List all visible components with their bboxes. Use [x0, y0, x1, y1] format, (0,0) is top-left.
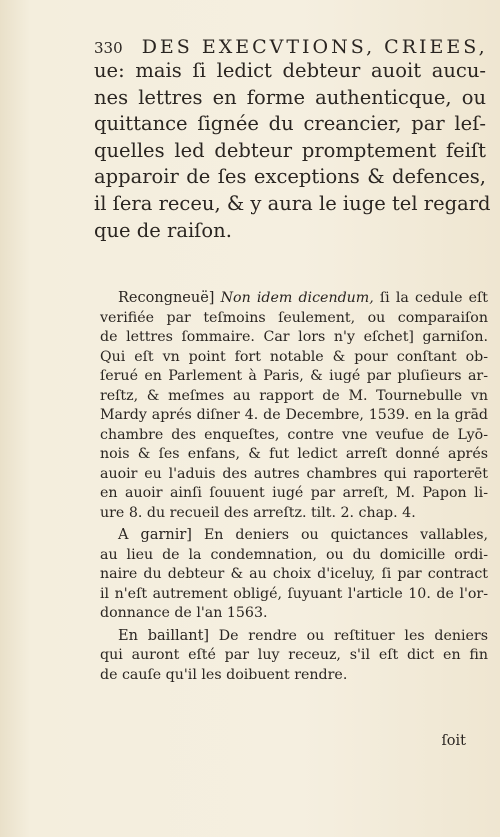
note-line: en auoir ainſi ſouuent iugé par arreſt, M. Papon li- — [100, 485, 488, 501]
note-line: donnance de l'an 1563. — [100, 605, 268, 621]
commentary-notes — [100, 289, 488, 688]
main-text-line: quittance ſignée du creancier, par leſ- — [94, 112, 486, 136]
main-text-line: quelles led debteur promptement feiſt — [94, 138, 486, 162]
note-line: reſtz, & meſmes au rapport de M. Tournebulle vn — [100, 387, 488, 404]
note-line: de lettres ſommaire. Car lors n'y eſchet] garniſon. — [100, 329, 488, 345]
note-line: nois & ſes enfans, & fut ledict arreſt donné aprés — [100, 446, 488, 462]
main-text-line: ue: mais ſi ledict debteur auoit aucu- — [94, 59, 486, 82]
note-line: Mardy aprés diſner 4. de Decembre, 1539. en la grād — [100, 407, 488, 423]
note-paragraph — [100, 289, 488, 523]
note-paragraph — [100, 627, 488, 686]
note-line: qui auront eſté par luy receuz, s'il eſt dict en fin — [100, 647, 488, 663]
note-line: De rendre ou reſtituer les deniers — [218, 627, 488, 644]
note-paragraph — [100, 526, 488, 624]
note-line: verifiée par teſmoins ſeulement, ou comparaiſon — [100, 309, 488, 326]
main-text-line: nes lettres en forme authenticque, ou — [94, 85, 486, 109]
note-line: il n'eſt autrement obligé, ſuyuant l'article 10. de l'or- — [100, 585, 488, 602]
main-text-line: il ſera receu, & y aura le iuge tel regard — [94, 191, 491, 215]
note-line: naire du debteur & au choix d'iceluy, ſi par contract — [100, 566, 488, 582]
main-text-line: que de raiſon. — [94, 218, 232, 242]
note-lemma: A garnir] — [118, 527, 192, 543]
note-line: En deniers ou quictances vallables, — [203, 527, 488, 543]
page-number: 330 — [94, 39, 123, 57]
note-line: de cauſe qu'il les doibuent rendre. — [100, 666, 348, 683]
catchword: ſoit — [441, 733, 466, 749]
note-lemma: Recongneuë] — [118, 290, 215, 306]
note-line: au lieu de la condemnation, ou du domicille ordi- — [100, 546, 488, 563]
running-header — [94, 36, 488, 58]
main-text-line: apparoir de ſes exceptions & defences, — [94, 165, 486, 189]
note-latin-phrase: Non idem dicendum, — [220, 290, 374, 306]
note-line: ſerué en Parlement à Paris, & iugé par pluſieurs ar- — [100, 368, 488, 384]
note-line: ure 8. du recueil des arreſtz. tilt. 2. chap. 4. — [100, 504, 416, 521]
running-title: DES EXECVTIONS, CRIEES, — [141, 36, 488, 58]
note-line: chambre des enqueſtes, contre vne veufue de Lyō- — [100, 426, 488, 443]
main-text-block — [94, 58, 491, 244]
note-line: ſi la cedule eſt — [379, 290, 488, 306]
note-line: auoir eu l'aduis des autres chambres qui raporterēt — [100, 465, 488, 482]
note-line: Qui eſt vn point fort notable & pour conſtant ob- — [100, 348, 488, 365]
note-lemma: En baillant] — [118, 627, 210, 644]
